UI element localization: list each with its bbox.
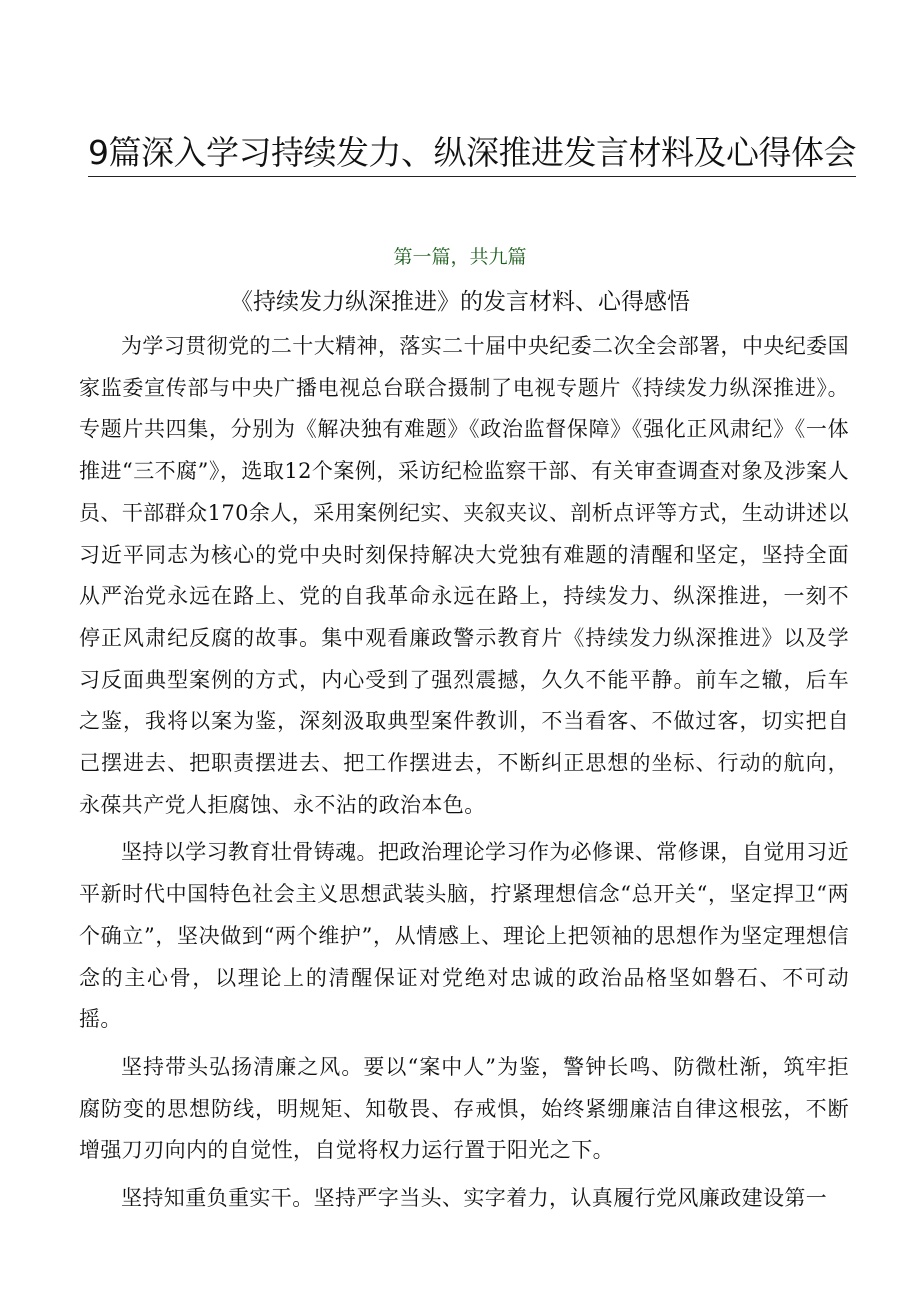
paragraph-integrity: 坚持带头弘扬清廉之风。要以“案中人”为鉴，警钟长鸣、防微杜渐，筑牢拒腐防变的思想防线，明规矩、知敬畏、存戒惧，始终紧绷廉洁自律这根弦，不断增强刀刃向内的自觉性，自觉将权力运行置于阳光之下。 <box>79 1054 849 1163</box>
paragraph-practice: 坚持知重负重实干。坚持严字当头、实字着力，认真履行党风廉政建设第一 <box>121 1186 828 1211</box>
paragraph-study: 坚持以学习教育壮骨铸魂。把政治理论学习作为必修课、常修课，自觉用习近平新时代中国特色社会主义思想武装头脑，拧紧理想信念“总开关“，坚定捍卫“两个确立”，坚决做到“两个维护”，从情感上、理论上把领袖的思想作为坚定理想信念的主心骨，以理论上的清醒保证对党绝对忠诚的政治品格坚如磐石、不可动摇。 <box>79 840 849 1032</box>
body-text <box>79 326 849 1220</box>
paragraph-intro: 为学习贯彻党的二十大精神，落实二十届中央纪委二次全会部署，中央纪委国家监委宣传部与中央广播电视总台联合摄制了电视专题片《持续发力纵深推进》。专题片共四集，分别为《解决独有难题》《政治监督保障》《强化正风肃纪》《一体推进“三不腐”》，选取12个案例，采访纪检监察干部、有关审查调查对象及涉案人员、干部群众170余人，采用案例纪实、夹叙夹议、剖析点评等方式，生动讲述以习近平同志为核心的党中央时刻保持解决大党独有难题的清醒和坚定，坚持全面从严治党永远在路上、党的自我革命永远在路上，持续发力、纵深推进，一刻不停正风肃纪反腐的故事。集中观看廉政警示教育片《持续发力纵深推进》以及学习反面典型案例的方式，内心受到了强烈震撼，久久不能平静。前车之辙，后车之鉴，我将以案为鉴，深刻汲取典型案件教训，不当看客、不做过客，切实把自己摆进去、把职责摆进去、把工作摆进去，不断纠正思想的坐标、行动的航向，永葆共产党人拒腐蚀、永不沾的政治本色。 <box>79 334 849 817</box>
document-title: 9篇深入学习持续发力、纵深推进发言材料及心得体会 <box>88 130 856 177</box>
part-label: 第一篇，共九篇 <box>393 246 527 268</box>
section-title: 《持续发力纵深推进》的发言材料、心得感悟 <box>230 289 690 315</box>
